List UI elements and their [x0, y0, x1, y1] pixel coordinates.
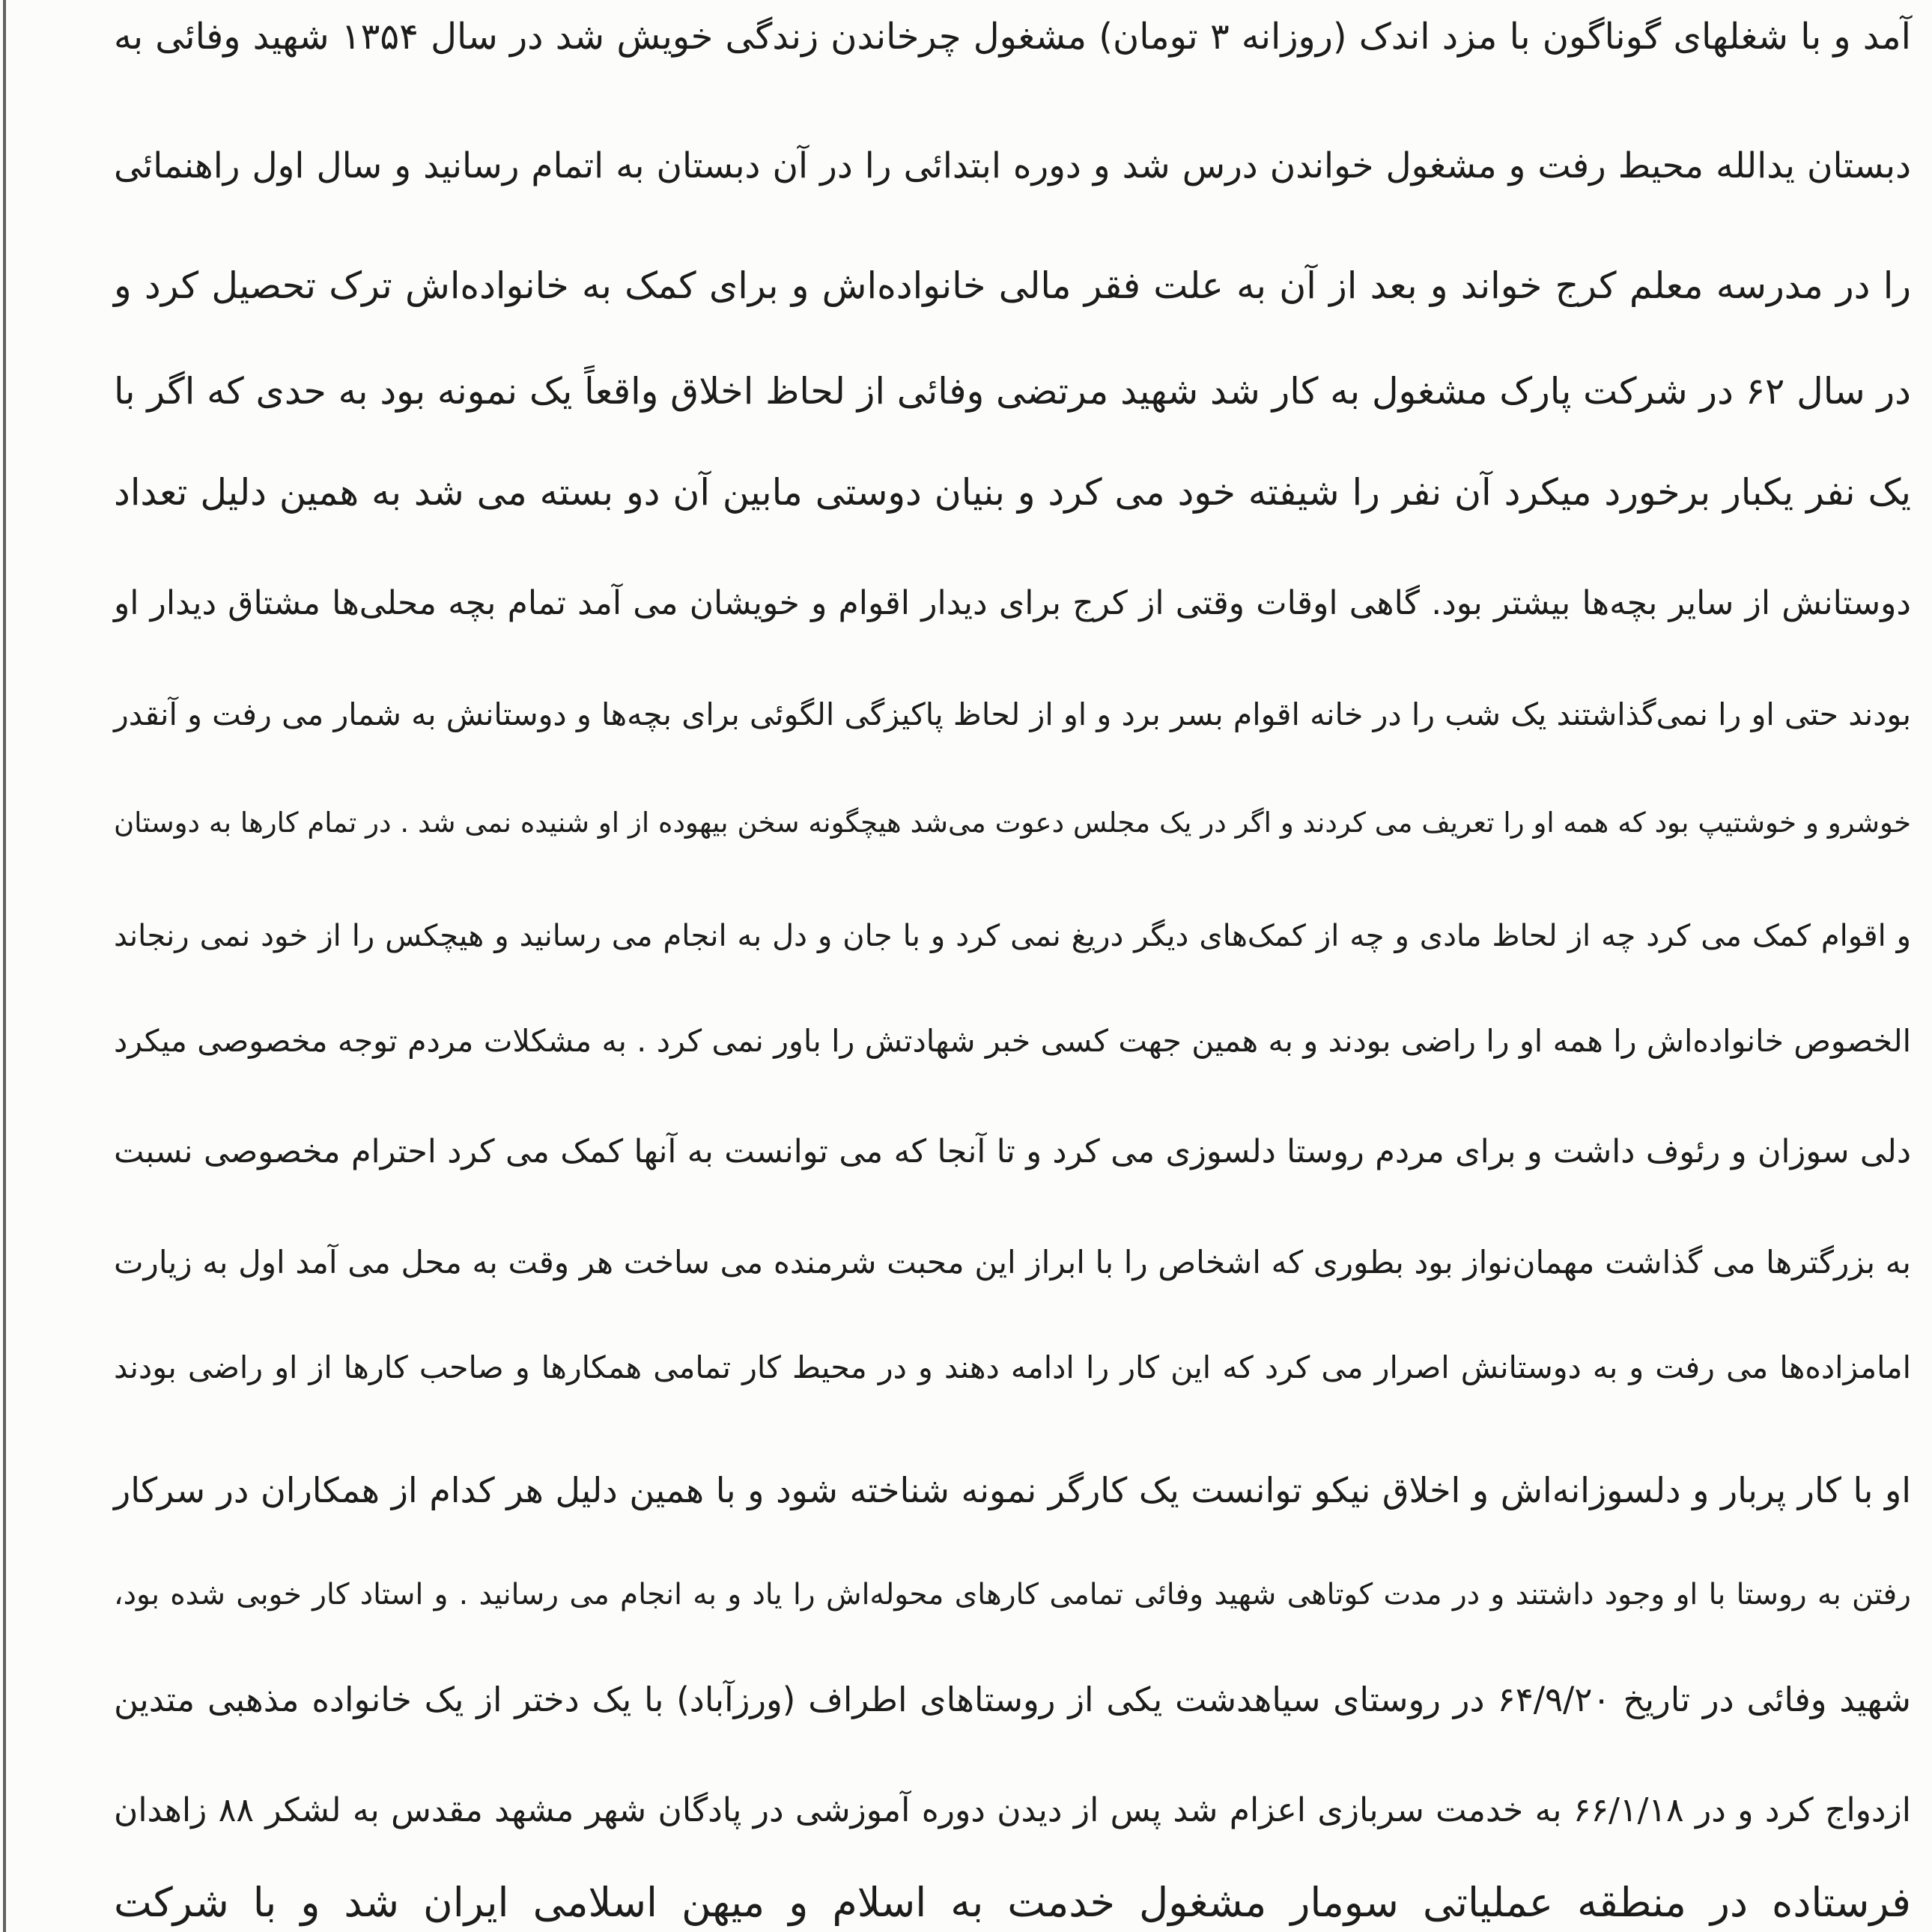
text-line: دوستانش از سایر بچه‌ها بیشتر بود. گاهی اوقات وقتی از کرج برای دیدار اقوام و خویشان می آمد تمام بچه محلی‌ها مشتاق دیدار او — [114, 584, 1911, 622]
text-line: و اقوام کمک می کرد چه از لحاظ مادی و چه از کمک‌های دیگر دریغ نمی کرد و با جان و دل به انجام می رسانید و هیچکس را از خود نمی رنجاند — [114, 919, 1911, 953]
text-line: امامزاده‌ها می رفت و به دوستانش اصرار می کرد که این کار را ادامه دهند و در محیط کار تمامی همکارها و صاحب کارها از او راضی بودند — [114, 1349, 1911, 1385]
text-line: دبستان یدالله محیط رفت و مشغول خواندن درس شد و دوره ابتدائی را در آن دبستان به اتمام رسانید و سال اول راهنمائی — [114, 145, 1911, 186]
text-line: خوشرو و خوشتیپ بود که همه او را تعریف می کردند و اگر در یک مجلس دعوت می‌شد هیچگونه سخن بیهوده از او شنیده نمی شد . در تمام کارها به دوستان — [114, 806, 1911, 839]
text-line: به بزرگترها می گذاشت مهمان‌نواز بود بطوری که اشخاص را با ابراز این محبت شرمنده می ساخت هر وقت به محل می آمد اول به زیارت — [114, 1244, 1911, 1281]
text-line: او با کار پربار و دلسوزانه‌اش و اخلاق نیکو توانست یک کارگر نمونه شناخته شود و با همین دلیل هر کدام از همکاران در سرکار — [114, 1470, 1911, 1510]
text-line: در سال ۶۲ در شرکت پارک مشغول به کار شد شهید مرتضی وفائی از لحاظ اخلاق واقعاً یک نمونه بود به حدی که اگر با — [114, 370, 1911, 413]
scan-left-border — [3, 0, 6, 1932]
text-line: آمد و با شغلهای گوناگون با مزد اندک (روزانه ۳ تومان) مشغول چرخاندن زندگی خویش شد در سال ۱۳۵۴ شهید وفائی به — [114, 16, 1911, 58]
text-line: را در مدرسه معلم کرج خواند و بعد از آن به علت فقر مالی خانواده‌اش و برای کمک به خانواده‌اش ترک تحصیل کرد و — [114, 264, 1911, 307]
text-line: شهید وفائی در تاریخ ۶۴/۹/۲۰ در روستای سیاهدشت یکی از روستاهای اطراف (ورزآباد) با یک دختر از یک خانواده مذهبی متدین — [114, 1680, 1911, 1719]
text-line: یک نفر یکبار برخورد میکرد آن نفر را شیفته خود می کرد و بنیان دوستی مابین آن دو بسته می شد به همین دلیل تعداد — [114, 471, 1911, 514]
text-line: دلی سوزان و رئوف داشت و برای مردم روستا دلسوزی می کرد و تا آنجا که می توانست به آنها کمک می کرد احترام مخصوصی نسبت — [114, 1133, 1911, 1170]
text-line: رفتن به روستا با او وجود داشتند و در مدت کوتاهی شهید وفائی تمامی کارهای محوله‌اش را یاد و به انجام می رسانید . و استاد کار خوبی شده بود، — [114, 1578, 1911, 1611]
text-line: بودند حتی او را نمی‌گذاشتند یک شب را در خانه اقوام بسر برد و او از لحاظ پاکیزگی الگوئی برای بچه‌ها و دوستانش به شمار می رفت و آنقدر — [114, 696, 1911, 732]
text-line: ازدواج کرد و در ۶۶/۱/۱۸ به خدمت سربازی اعزام شد پس از دیدن دوره آموزشی در پادگان شهر مشهد مقدس به لشکر ۸۸ زاهدان — [114, 1791, 1911, 1829]
text-line: فرستاده در منطقه عملیاتی سومار مشغول خدمت به اسلام و میهن اسلامی ایران شد و با شرکت — [114, 1879, 1911, 1926]
text-line: الخصوص خانواده‌اش را همه او را راضی بودند و به همین جهت کسی خبر شهادتش را باور نمی کرد . به مشکلات مردم توجه مخصوصی میکرد — [114, 1023, 1911, 1059]
